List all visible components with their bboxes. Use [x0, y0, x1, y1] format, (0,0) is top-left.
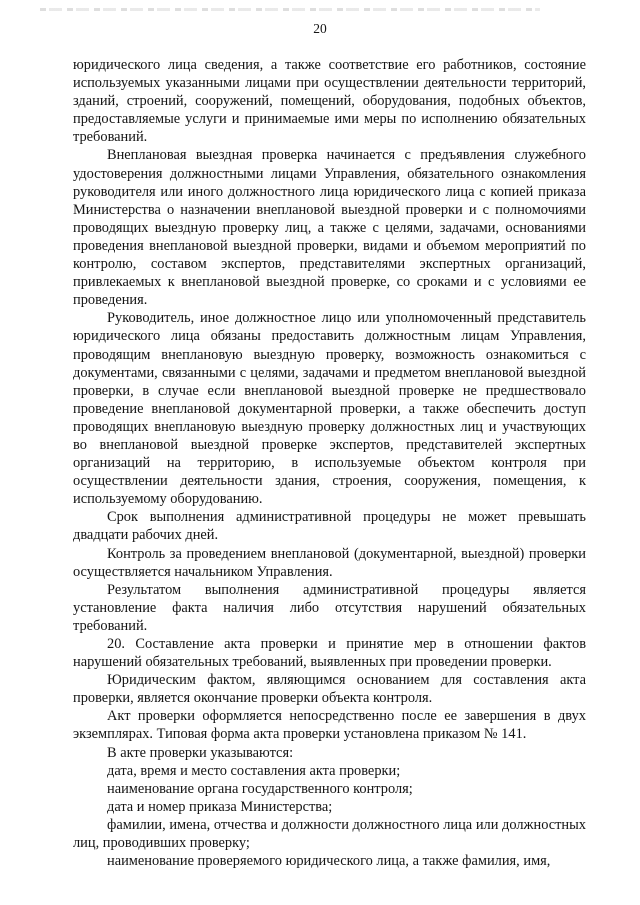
list-item-inspected-entity: наименование проверяемого юридического лица, а также фамилия, имя,: [107, 853, 551, 870]
list-item-inspectors: фамилии, имена, отчества и должности должностного лица или должностных лиц, проводивших проверку;: [73, 816, 586, 852]
paragraph-legal-fact: Юридическим фактом, являющимся основанием для составления акта проверки, является окончание проверки объекта контроля.: [73, 672, 586, 707]
document-body: [73, 56, 586, 870]
list-item-authority-name: наименование органа государственного контроля;: [107, 780, 413, 797]
list-item-order-number: дата и номер приказа Министерства;: [107, 798, 333, 815]
list-item-act-date: дата, время и место составления акта проверки;: [107, 762, 401, 779]
paragraph-act-contents-intro: В акте проверки указываются:: [107, 744, 294, 761]
page-number: 20: [313, 21, 327, 36]
paragraph-procedure-deadline: Срок выполнения административной процедуры не может превышать двадцати рабочих дней.: [73, 509, 586, 544]
paragraph-inspection-control: Контроль за проведением внеплановой (документарной, выездной) проверки осуществляется начальником Управления.: [73, 545, 586, 580]
paragraph-unscheduled-inspection-start: Внеплановая выездная проверка начинается с предъявления служебного удостоверения должностными лицами Управления, обязательного ознакомления руководителя или иного должностного лица юридического лица с копией приказа Министерства о назначении внеплановой выездной проверки и с полномочиями проводящих выездную проверку лиц, а также с целями, задачами, основаниями проведения внеплановой выездной проверки, видами и объемом мероприятий по контролю, составом экспертов, представителями экспертных организаций, привлекаемых к внеплановой выездной проверке, со сроками и с условиями ее проведения.: [73, 147, 586, 309]
paragraph-continuation: юридического лица сведения, а также соответствие его работников, состояние используемых указанными лицами при осуществлении деятельности территорий, зданий, строений, сооружений, помещений, оборудования, подобных объектов, предоставляемые услуги и принимаемые ими меры по исполнению обязательных требований.: [73, 57, 586, 146]
paragraph-obligations-of-head: Руководитель, иное должностное лицо или уполномоченный представитель юридического лица обязаны предоставить должностным лицам Управления, проводящим внеплановую выездную проверку, возможность ознакомиться с документами, связанными с целями, задачами и предметом внеплановой выездной проверки, в случае если внеплановой выездной проверке не предшествовало проведение внеплановой документарной проверки, а также обеспечить доступ проводящих внеплановую выездную проверку должностных лиц и участвующих во внеплановой выездной проверке экспертов, представителей экспертных организаций на территорию, в используемые объектом контроля при осуществлении деятельности здания, строения, сооружения, помещения, к используемому оборудованию.: [73, 310, 586, 508]
paragraph-act-drafting: Акт проверки оформляется непосредственно после ее завершения в двух экземплярах. Типовая форма акта проверки установлена приказом № 141.: [73, 708, 586, 743]
paragraph-procedure-result: Результатом выполнения административной процедуры является установление факта наличия либо отсутствия нарушений обязательных требований.: [73, 581, 586, 634]
paragraph-section-20: 20. Составление акта проверки и принятие мер в отношении фактов нарушений обязательных требований, выявленных при проведении проверки.: [73, 636, 586, 671]
scan-artifact-strip: [40, 8, 540, 11]
